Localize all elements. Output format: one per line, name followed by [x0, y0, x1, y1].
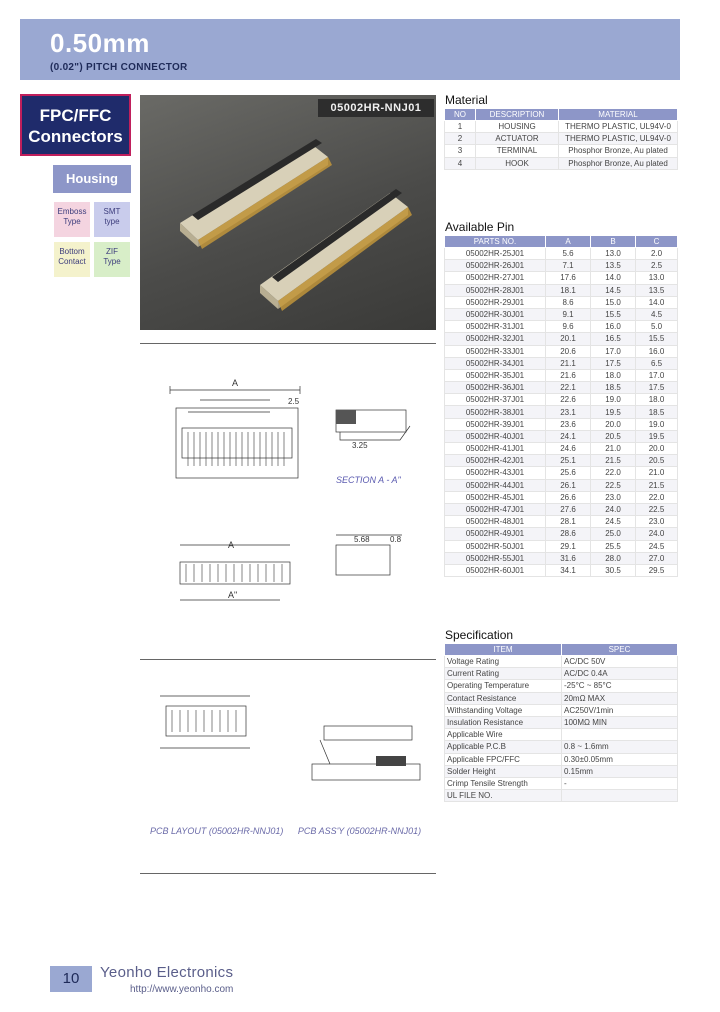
table-cell: 05002HR-33J01	[445, 345, 546, 357]
table-cell: 0.15mm	[562, 765, 678, 777]
company-name: Yeonho Electronics	[100, 964, 234, 981]
table-cell: 20.6	[546, 345, 591, 357]
dim-5-68-label: 5.68	[354, 535, 370, 544]
table-cell: 19.0	[591, 394, 636, 406]
table-cell: 05002HR-60J01	[445, 564, 546, 576]
dim-2-5-label: 2.5	[288, 397, 300, 406]
table-row	[445, 394, 678, 406]
table-cell: 23.0	[591, 491, 636, 503]
pcb-drawing	[140, 660, 436, 875]
smt-type-tag	[94, 202, 130, 237]
table-cell: 05002HR-47J01	[445, 503, 546, 515]
table-cell: 18.1	[546, 284, 591, 296]
table-row	[445, 479, 678, 491]
connector-shape-1	[180, 139, 332, 249]
table-cell: 17.0	[636, 369, 678, 381]
table-cell: 21.5	[636, 479, 678, 491]
table-row	[445, 248, 678, 260]
part-number-label: 05002HR-NNJ01	[318, 99, 434, 117]
table-cell: 05002HR-38J01	[445, 406, 546, 418]
table-row	[445, 741, 678, 753]
table-cell: 22.0	[636, 491, 678, 503]
table-cell: 05002HR-50J01	[445, 540, 546, 552]
table-cell: 27.0	[636, 552, 678, 564]
specification-title: Specification	[445, 628, 514, 642]
table-cell: 24.0	[636, 528, 678, 540]
table-row	[445, 668, 678, 680]
table-cell: 05002HR-40J01	[445, 430, 546, 442]
table-cell: Solder Height	[445, 765, 562, 777]
company-url[interactable]: http://www.yeonho.com	[130, 984, 234, 995]
table-row	[445, 157, 678, 169]
table-row	[445, 333, 678, 345]
table-cell: 18.0	[591, 369, 636, 381]
table-cell: 20.0	[591, 418, 636, 430]
table-cell: 1	[445, 121, 476, 133]
table-row	[445, 704, 678, 716]
table-cell: 13.0	[591, 248, 636, 260]
table-cell: TERMINAL	[476, 145, 559, 157]
table-cell: 05002HR-48J01	[445, 516, 546, 528]
table-cell: 22.0	[591, 467, 636, 479]
dim-3-25-label: 3.25	[352, 441, 368, 450]
table-cell: 21.0	[591, 443, 636, 455]
table-cell: 13.5	[636, 284, 678, 296]
category-line-2: Connectors	[28, 127, 123, 146]
table-cell: 05002HR-35J01	[445, 369, 546, 381]
table-cell: 29.1	[546, 540, 591, 552]
table-cell: 21.0	[636, 467, 678, 479]
table-cell: 05002HR-25J01	[445, 248, 546, 260]
table-row	[445, 145, 678, 157]
emboss-type-tag	[54, 202, 90, 237]
table-cell: 05002HR-49J01	[445, 528, 546, 540]
table-cell: 15.0	[591, 296, 636, 308]
table-row	[445, 133, 678, 145]
table-cell: 23.1	[546, 406, 591, 418]
header-cell: A	[546, 236, 591, 248]
table-cell: 24.5	[591, 516, 636, 528]
table-cell: 20.0	[636, 443, 678, 455]
table-row	[445, 540, 678, 552]
table-cell: 21.6	[546, 369, 591, 381]
header-cell: NO	[445, 109, 476, 121]
table-cell: Operating Temperature	[445, 680, 562, 692]
table-cell: HOOK	[476, 157, 559, 169]
table-cell: 2.5	[636, 260, 678, 272]
table-cell: 7.1	[546, 260, 591, 272]
page-number: 10	[50, 966, 92, 992]
table-cell: 25.1	[546, 455, 591, 467]
table-cell: 20.5	[636, 455, 678, 467]
table-row	[445, 357, 678, 369]
table-cell: 28.1	[546, 516, 591, 528]
table-cell: 6.5	[636, 357, 678, 369]
table-cell: AC250V/1min	[562, 704, 678, 716]
table-cell: 05002HR-45J01	[445, 491, 546, 503]
housing-label: Housing	[53, 165, 131, 193]
table-cell: 16.0	[636, 345, 678, 357]
table-cell: Insulation Resistance	[445, 716, 562, 728]
header-cell: DESCRIPTION	[476, 109, 559, 121]
table-cell: 22.5	[636, 503, 678, 515]
header-cell: MATERIAL	[559, 109, 678, 121]
dimension-drawing-svg	[140, 340, 436, 660]
table-cell: 20mΩ MAX	[562, 692, 678, 704]
product-photo	[140, 95, 436, 330]
table-cell: 22.5	[591, 479, 636, 491]
table-cell: 5.0	[636, 321, 678, 333]
table-row	[445, 321, 678, 333]
header-cell: ITEM	[445, 644, 562, 656]
page-title: 0.50mm	[50, 28, 150, 58]
dim-0-8-label: 0.8	[390, 535, 402, 544]
table-row	[445, 406, 678, 418]
table-cell: 14.5	[591, 284, 636, 296]
material-title: Material	[445, 93, 488, 107]
table-cell	[562, 790, 678, 802]
table-cell: Applicable Wire	[445, 729, 562, 741]
tag-line: type	[104, 217, 120, 226]
table-row	[445, 552, 678, 564]
table-cell: Applicable FPC/FFC	[445, 753, 562, 765]
header-cell: SPEC	[562, 644, 678, 656]
table-cell: 05002HR-37J01	[445, 394, 546, 406]
table-cell: 05002HR-26J01	[445, 260, 546, 272]
table-cell: 19.5	[591, 406, 636, 418]
table-row	[445, 491, 678, 503]
table-cell: 2	[445, 133, 476, 145]
table-cell: 05002HR-42J01	[445, 455, 546, 467]
tag-line: Type	[63, 217, 81, 226]
table-row	[445, 753, 678, 765]
table-cell: 05002HR-32J01	[445, 333, 546, 345]
table-row	[445, 765, 678, 777]
tag-line: ZIF	[106, 247, 118, 256]
table-cell: 4	[445, 157, 476, 169]
specification-table	[444, 643, 678, 802]
table-row	[445, 272, 678, 284]
table-cell: 05002HR-41J01	[445, 443, 546, 455]
table-cell: 17.0	[591, 345, 636, 357]
table-cell: 23.0	[636, 516, 678, 528]
table-cell: 18.0	[636, 394, 678, 406]
table-cell: THERMO PLASTIC, UL94V-0	[559, 133, 678, 145]
table-cell: Applicable P.C.B	[445, 741, 562, 753]
table-row	[445, 308, 678, 320]
page-subtitle: (0.02") PITCH CONNECTOR	[50, 62, 188, 73]
table-cell: Voltage Rating	[445, 656, 562, 668]
table-cell: 24.1	[546, 430, 591, 442]
table-cell: 25.0	[591, 528, 636, 540]
table-cell: 18.5	[591, 382, 636, 394]
table-row	[445, 564, 678, 576]
connector-shape-2	[260, 189, 412, 311]
table-cell: 19.0	[636, 418, 678, 430]
table-cell: 18.5	[636, 406, 678, 418]
table-cell: 30.5	[591, 564, 636, 576]
table-cell: THERMO PLASTIC, UL94V-0	[559, 121, 678, 133]
table-row	[445, 260, 678, 272]
table-cell: AC/DC 0.4A	[562, 668, 678, 680]
table-cell: 24.6	[546, 443, 591, 455]
table-row	[445, 716, 678, 728]
table-cell: 05002HR-28J01	[445, 284, 546, 296]
table-cell: 27.6	[546, 503, 591, 515]
available-pin-table	[444, 235, 678, 577]
table-cell: 15.5	[636, 333, 678, 345]
table-cell: Crimp Tensile Strength	[445, 777, 562, 789]
table-cell: ACTUATOR	[476, 133, 559, 145]
table-cell: 5.6	[546, 248, 591, 260]
table-cell: HOUSING	[476, 121, 559, 133]
tag-line: Bottom	[59, 247, 85, 256]
table-cell: 05002HR-31J01	[445, 321, 546, 333]
table-cell	[562, 729, 678, 741]
table-cell: 13.0	[636, 272, 678, 284]
pcb-layout-caption: PCB LAYOUT (05002HR-NNJ01)	[150, 826, 284, 836]
table-cell: 14.0	[636, 296, 678, 308]
table-row	[445, 467, 678, 479]
table-cell: 17.5	[636, 382, 678, 394]
table-cell: 25.5	[591, 540, 636, 552]
table-cell: 28.6	[546, 528, 591, 540]
header-cell: PARTS NO.	[445, 236, 546, 248]
table-row	[445, 418, 678, 430]
zif-type-tag	[94, 242, 130, 277]
table-row	[445, 692, 678, 704]
category-line-1: FPC/FFC	[39, 106, 112, 125]
table-row	[445, 528, 678, 540]
tag-line: Type	[103, 257, 121, 266]
table-cell: 25.6	[546, 467, 591, 479]
tag-line: Emboss	[57, 207, 87, 216]
table-cell: 100MΩ MIN	[562, 716, 678, 728]
table-cell: 26.6	[546, 491, 591, 503]
table-row	[445, 284, 678, 296]
available-pin-title: Available Pin	[445, 220, 515, 234]
table-cell: 05002HR-30J01	[445, 308, 546, 320]
table-cell: 05002HR-29J01	[445, 296, 546, 308]
tag-line: SMT	[103, 207, 121, 216]
table-cell: 19.5	[636, 430, 678, 442]
table-row	[445, 296, 678, 308]
table-cell: 05002HR-39J01	[445, 418, 546, 430]
table-row	[445, 430, 678, 442]
table-row	[445, 777, 678, 789]
table-cell: UL FILE NO.	[445, 790, 562, 802]
table-cell: 05002HR-34J01	[445, 357, 546, 369]
dim-a-lower-label: A	[228, 540, 235, 550]
table-row	[445, 516, 678, 528]
table-cell: 14.0	[591, 272, 636, 284]
table-cell: 23.6	[546, 418, 591, 430]
drawing-captions	[140, 826, 436, 836]
material-table	[444, 108, 678, 170]
dim-a2-label: A"	[228, 590, 238, 600]
table-row	[445, 345, 678, 357]
table-cell: Current Rating	[445, 668, 562, 680]
table-cell: 05002HR-27J01	[445, 272, 546, 284]
table-cell: 17.6	[546, 272, 591, 284]
table-cell: 26.1	[546, 479, 591, 491]
table-row	[445, 382, 678, 394]
table-cell: 4.5	[636, 308, 678, 320]
table-cell: 13.5	[591, 260, 636, 272]
connector-illustration	[140, 95, 436, 330]
table-cell: 34.1	[546, 564, 591, 576]
table-row	[445, 503, 678, 515]
section-label: SECTION A - A"	[336, 475, 401, 485]
pcb-drawing-svg	[140, 660, 436, 840]
divider	[140, 873, 436, 874]
table-row	[445, 680, 678, 692]
table-cell: 20.1	[546, 333, 591, 345]
table-cell: Phosphor Bronze, Au plated	[559, 145, 678, 157]
dim-a-label: A	[232, 378, 239, 388]
table-cell: 22.1	[546, 382, 591, 394]
table-cell: Contact Resistance	[445, 692, 562, 704]
table-cell: 17.5	[591, 357, 636, 369]
table-cell: AC/DC 50V	[562, 656, 678, 668]
table-cell: 05002HR-36J01	[445, 382, 546, 394]
table-cell: 9.6	[546, 321, 591, 333]
table-cell: 28.0	[591, 552, 636, 564]
table-cell: 22.6	[546, 394, 591, 406]
header-cell: C	[636, 236, 678, 248]
table-cell: 21.5	[591, 455, 636, 467]
table-cell: -	[562, 777, 678, 789]
table-cell: 15.5	[591, 308, 636, 320]
table-row	[445, 443, 678, 455]
table-cell: 3	[445, 145, 476, 157]
table-cell: 0.30±0.05mm	[562, 753, 678, 765]
table-row	[445, 656, 678, 668]
category-box	[20, 94, 131, 156]
table-cell: 05002HR-44J01	[445, 479, 546, 491]
tag-line: Contact	[58, 257, 86, 266]
table-cell: 24.0	[591, 503, 636, 515]
table-cell: -25°C ~ 85°C	[562, 680, 678, 692]
table-row	[445, 790, 678, 802]
table-cell: 31.6	[546, 552, 591, 564]
header-cell: B	[591, 236, 636, 248]
table-cell: 16.0	[591, 321, 636, 333]
table-row	[445, 455, 678, 467]
table-cell: 05002HR-55J01	[445, 552, 546, 564]
bottom-contact-tag	[54, 242, 90, 277]
table-cell: 24.5	[636, 540, 678, 552]
table-row	[445, 729, 678, 741]
dimension-drawing-top	[140, 340, 436, 660]
table-cell: 29.5	[636, 564, 678, 576]
table-cell: 0.8 ~ 1.6mm	[562, 741, 678, 753]
table-cell: 05002HR-43J01	[445, 467, 546, 479]
table-row	[445, 121, 678, 133]
table-cell: Phosphor Bronze, Au plated	[559, 157, 678, 169]
pcb-assy-caption: PCB ASS'Y (05002HR-NNJ01)	[297, 826, 422, 836]
table-cell: 20.5	[591, 430, 636, 442]
table-row	[445, 369, 678, 381]
table-cell: Withstanding Voltage	[445, 704, 562, 716]
table-cell: 9.1	[546, 308, 591, 320]
table-cell: 16.5	[591, 333, 636, 345]
table-cell: 21.1	[546, 357, 591, 369]
table-cell: 8.6	[546, 296, 591, 308]
table-cell: 2.0	[636, 248, 678, 260]
